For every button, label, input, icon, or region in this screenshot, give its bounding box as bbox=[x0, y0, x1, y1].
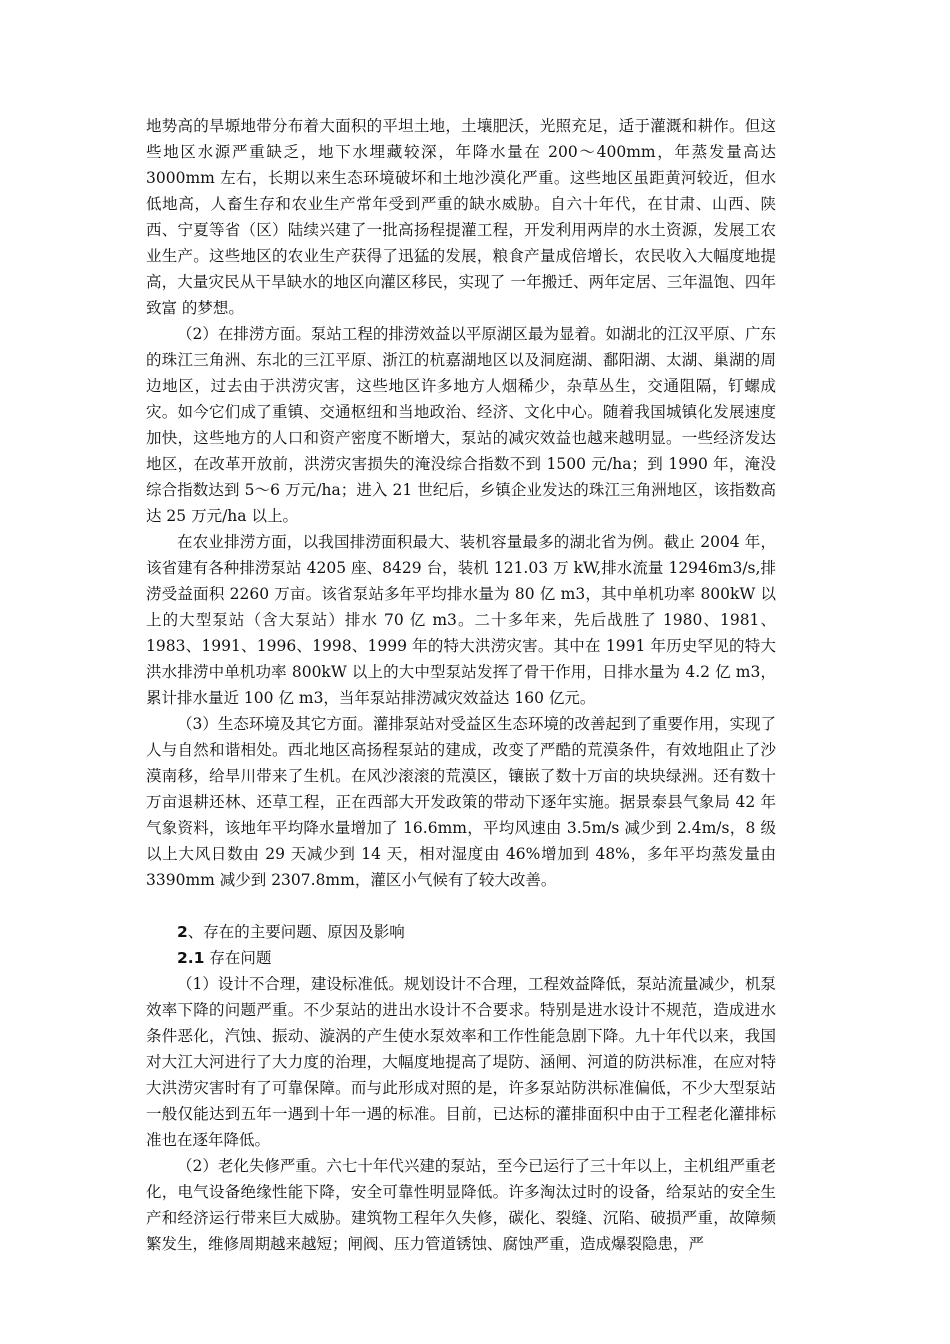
paragraph-design-issues: （1）设计不合理，建设标准低。规划设计不合理，工程效益降低，泵站流量减少，机泵效率下降的问题严重。不少泵站的进出水设计不合要求。特别是进水设计不规范，造成进水条件恶化，汽蚀、振动、漩涡的产生使水泵效率和工作性能急剧下降。九十年代以来，我国对大江大河进行了大力度的治理，大幅度地提高了堤防、涵闸、河道的防洪标准，在应对特大洪涝灾害时有了可靠保障。而与此形成对照的是，许多泵站防洪标准偏低，不少大型泵站一般仅能达到五年一遇到十年一遇的标准。目前，已达标的灌排面积中由于工程老化灌排标准也在逐年降低。 bbox=[146, 975, 776, 1149]
paragraph-ecology: （3）生态环境及其它方面。灌排泵站对受益区生态环境的改善起到了重要作用，实现了人与自然和谐相处。西北地区高扬程泵站的建成，改变了严酷的荒漠条件，有效地阻止了沙漠南移，给旱川带来了生机。在风沙滚滚的荒漠区，镶嵌了数十万亩的块块绿洲。还有数十万亩退耕还林、还草工程，正在西部大开发政策的带动下逐年实施。据景泰县气象局 42 年气象资料，该地年平均降水量增加了 16.6mm，平均风速由 3.5m/s 减少到 2.4m/s，8 级以上大风日数由 29 天减少到 14 天，相对湿度由 46%增加到 48%，多年平均蒸发量由 3390mm 减少到 2307.8mm，灌区小气候有了较大改善。 bbox=[146, 715, 776, 889]
section-number: 2 bbox=[177, 923, 188, 941]
paragraph-drought-area: 地势高的旱塬地带分布着大面积的平坦土地，土壤肥沃，光照充足，适于灌溉和耕作。但这些地区水源严重缺乏，地下水埋藏较深，年降水量在 200～400mm，年蒸发量高达 3000mm 左右，长期以来生态环境破坏和土地沙漠化严重。这些地区虽距黄河较近，但水低地高，人畜生存和农业生产常年受到严重的缺水威胁。自六十年代，在甘肃、山西、陕西、宁夏等省（区）陆续兴建了一批高扬程提灌工程，开发利用两岸的水土资源，发展工农业生产。这些地区的农业生产获得了迅猛的发展，粮食产量成倍增长，农民收入大幅度地提高，大量灾民从干旱缺水的地区向灌区移民，实现了 一年搬迁、两年定居、三年温饱、四年致富 的梦想。 bbox=[146, 117, 776, 317]
paragraph-drainage: （2）在排涝方面。泵站工程的排涝效益以平原湖区最为显着。如湖北的江汉平原、广东的珠江三角洲、东北的三江平原、浙江的杭嘉湖地区以及洞庭湖、鄱阳湖、太湖、巢湖的周边地区，过去由于洪涝灾害，这些地区许多地方人烟稀少，杂草丛生，交通阻隔，钉螺成灾。如今它们成了重镇、交通枢纽和当地政治、经济、文化中心。随着我国城镇化发展速度加快，这些地方的人口和资产密度不断增大，泵站的减灾效益也越来越明显。一些经济发达地区，在改革开放前，洪涝灾害损失的淹没综合指数不到 1500 元/ha；到 1990 年，淹没综合指数达到 5～6 万元/ha；进入 21 世纪后，乡镇企业发达的珠江三角洲地区，该指数高达 25 万元/ha 以上。 bbox=[146, 325, 776, 525]
paragraph-agricultural-drainage: 在农业排涝方面，以我国排涝面积最大、装机容量最多的湖北省为例。截止 2004 年，该省建有各种排涝泵站 4205 座、8429 台，装机 121.03 万 kW,排水流量 12946m3/s,排涝受益面积 2260 万亩。该省泵站多年平均排水量为 80 亿 m3，其中单机功率 800kW 以上的大型泵站（含大泵站）排水 70 亿 m3。二十多年来，先后战胜了 1980、1981、1983、1991、1996、1998、1999 年的特大洪涝灾害。其中在 1991 年历史罕见的特大洪水排涝中单机功率 800kW 以上的大中型泵站发挥了骨干作用，日排水量为 4.2 亿 m3，累计排水量近 100 亿 m3，当年泵站排涝减灾效益达 160 亿元。 bbox=[146, 533, 776, 707]
section-title: 、存在的主要问题、原因及影响 bbox=[187, 923, 405, 941]
section-gap bbox=[146, 893, 776, 919]
section-heading-2 bbox=[146, 919, 776, 945]
paragraph-aging-issues: （2）老化失修严重。六七十年代兴建的泵站，至今已运行了三十年以上，主机组严重老化，电气设备绝缘性能下降，安全可靠性明显降低。许多淘汰过时的设备，给泵站的安全生产和经济运行带来巨大威胁。建筑物工程年久失修，碳化、裂缝、沉陷、破损严重，故障频繁发生，维修周期越来越短；闸阀、压力管道锈蚀、腐蚀严重，造成爆裂隐患，严 bbox=[146, 1157, 776, 1253]
document-page bbox=[146, 113, 776, 1257]
subsection-title: 存在问题 bbox=[204, 949, 272, 967]
subsection-number: 2.1 bbox=[177, 949, 205, 967]
section-heading-2-1 bbox=[146, 945, 776, 971]
